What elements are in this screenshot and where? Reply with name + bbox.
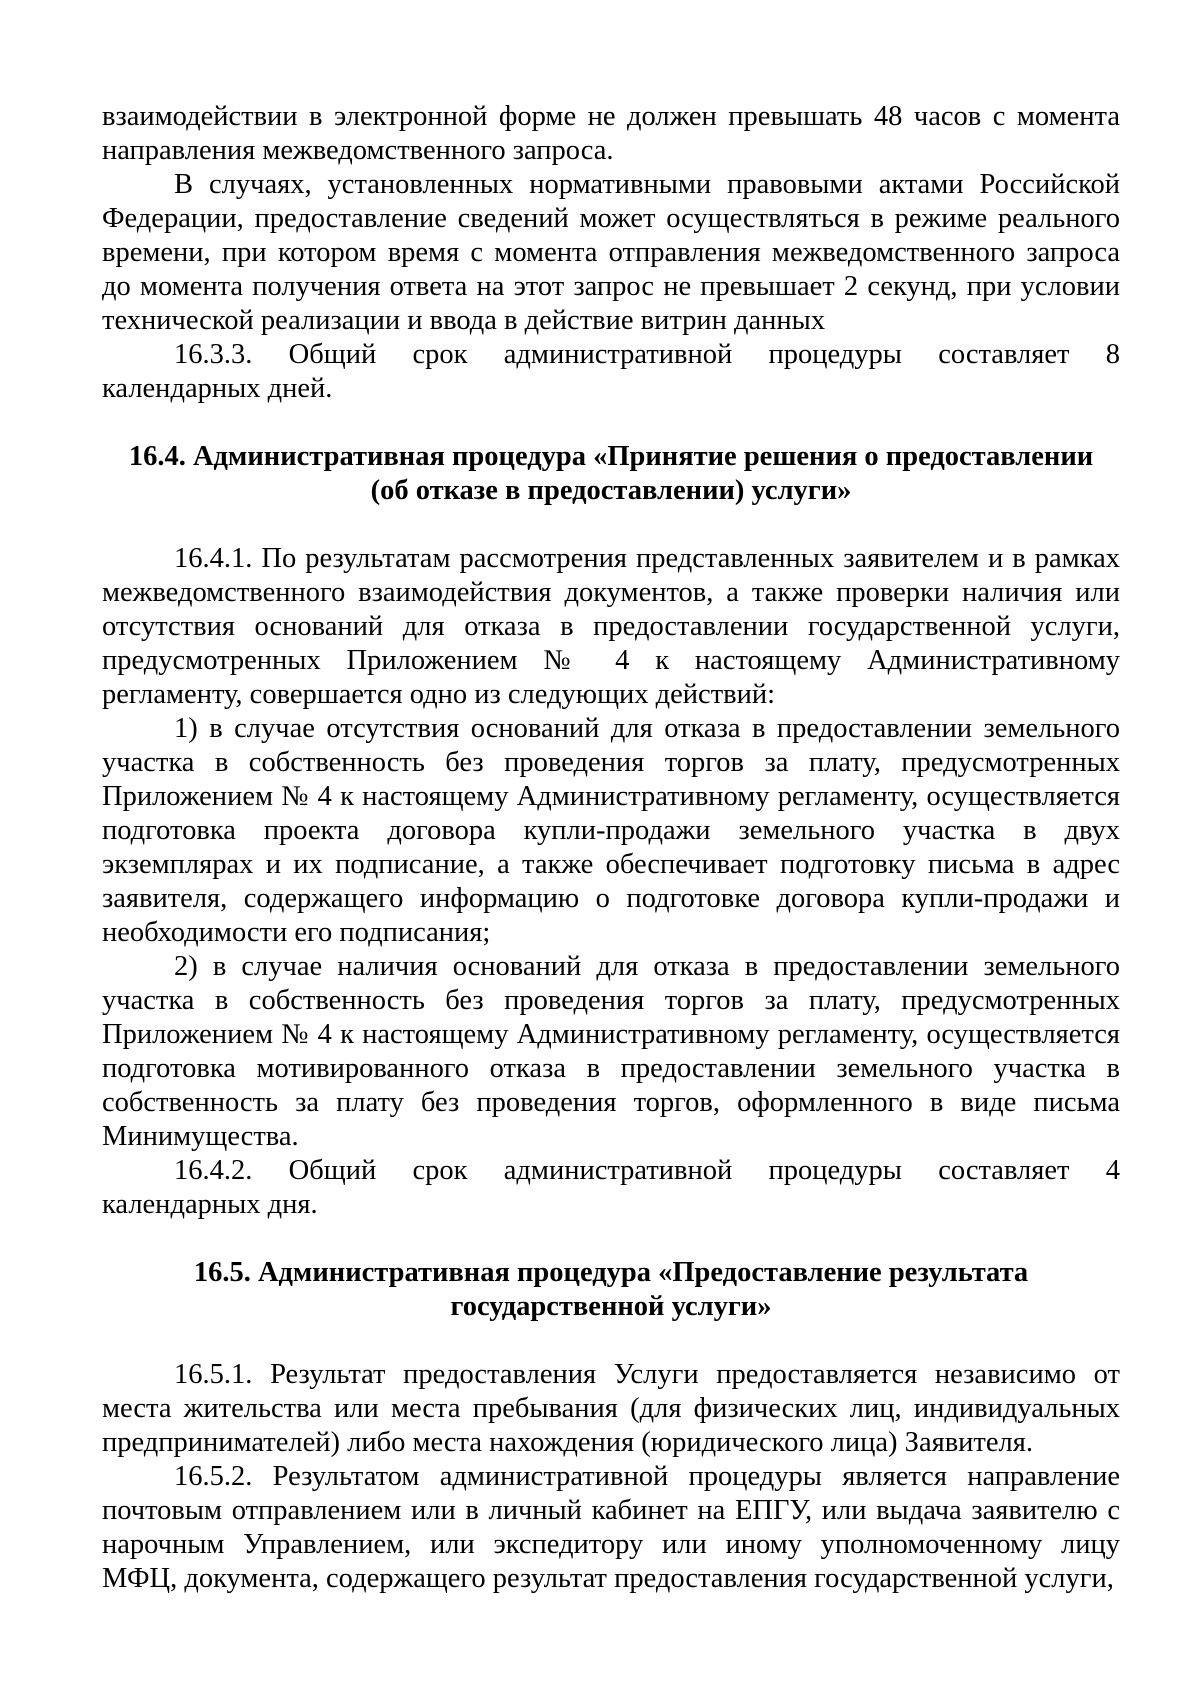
- section-heading-16-5-line2: государственной услуги»: [450, 1291, 772, 1322]
- paragraph-16-4-1-item2: 2) в случае наличия оснований для отказа в предоставлении земельного участка в собственность без проведения торгов за плату, предусмотренных Приложением № 4 к настоящему Административному регламенту, осуществляется подготовка мотивированного отказа в предоставлении земельного участка в собственность за плату без проведения торгов, оформленного в виде письма Минимущества.: [102, 951, 1120, 1152]
- paragraph-16-4-1: 16.4.1. По результатам рассмотрения представленных заявителем и в рамках межведомственного взаимодействия документов, а также проверки наличия или отсутствия оснований для отказа в предоставлении государственной услуги, предусмотренных Приложением № 4 к настоящему Административному регламенту, совершается одно из следующих действий:: [102, 543, 1120, 710]
- paragraph-continuation: взаимодействии в электронной форме не должен превышать 48 часов с момента направления межведомственного запроса.: [102, 101, 1120, 166]
- section-heading-16-5-line1: 16.5. Административная процедура «Предоставление результата: [193, 1257, 1029, 1288]
- section-heading-16-4: [102, 440, 1120, 508]
- paragraph-realtime: В случаях, установленных нормативными правовыми актами Российской Федерации, предоставление сведений может осуществляться в режиме реального времени, при котором время с момента отправления межведомственного запроса до момента получения ответа на этот запрос не превышает 2 секунд, при условии технической реализации и ввода в действие витрин данных: [102, 169, 1120, 336]
- section-heading-16-4-line1: 16.4. Административная процедура «Принятие решения о предоставлении: [128, 441, 1094, 472]
- paragraph-16-4-1-item1: 1) в случае отсутствия оснований для отказа в предоставлении земельного участка в собственность без проведения торгов за плату, предусмотренных Приложением № 4 к настоящему Административному регламенту, осуществляется подготовка проекта договора купли-продажи земельного участка в двух экземплярах и их подписание, а также обеспечивает подготовку письма в адрес заявителя, содержащего информацию о подготовке договора купли-продажи и необходимости его подписания;: [102, 713, 1120, 948]
- paragraph-16-4-2-tail: календарных дня.: [102, 1189, 318, 1220]
- section-heading-16-4-line2: (об отказе в предоставлении) услуги»: [370, 475, 852, 506]
- paragraph-16-3-3-tail: календарных дней.: [102, 373, 333, 404]
- paragraph-16-5-1: 16.5.1. Результат предоставления Услуги предоставляется независимо от места жительства или места пребывания (для физических лиц, индивидуальных предпринимателей) либо места нахождения (юридического лица) Заявителя.: [102, 1359, 1120, 1458]
- paragraph-16-4-2: 16.4.2. Общий срок административной процедуры составляет 4: [174, 1155, 1120, 1186]
- paragraph-16-3-3: 16.3.3. Общий срок административной процедуры составляет 8: [174, 339, 1120, 370]
- document-body: [102, 100, 1120, 1596]
- paragraph-16-5-2: 16.5.2. Результатом административной процедуры является направление почтовым отправлением или в личный кабинет на ЕПГУ, или выдача заявителю с нарочным Управлением, или экспедитору или иному уполномоченному лицу МФЦ, документа, содержащего результат предоставления государственной услуги,: [102, 1461, 1120, 1594]
- section-heading-16-5: [102, 1256, 1120, 1324]
